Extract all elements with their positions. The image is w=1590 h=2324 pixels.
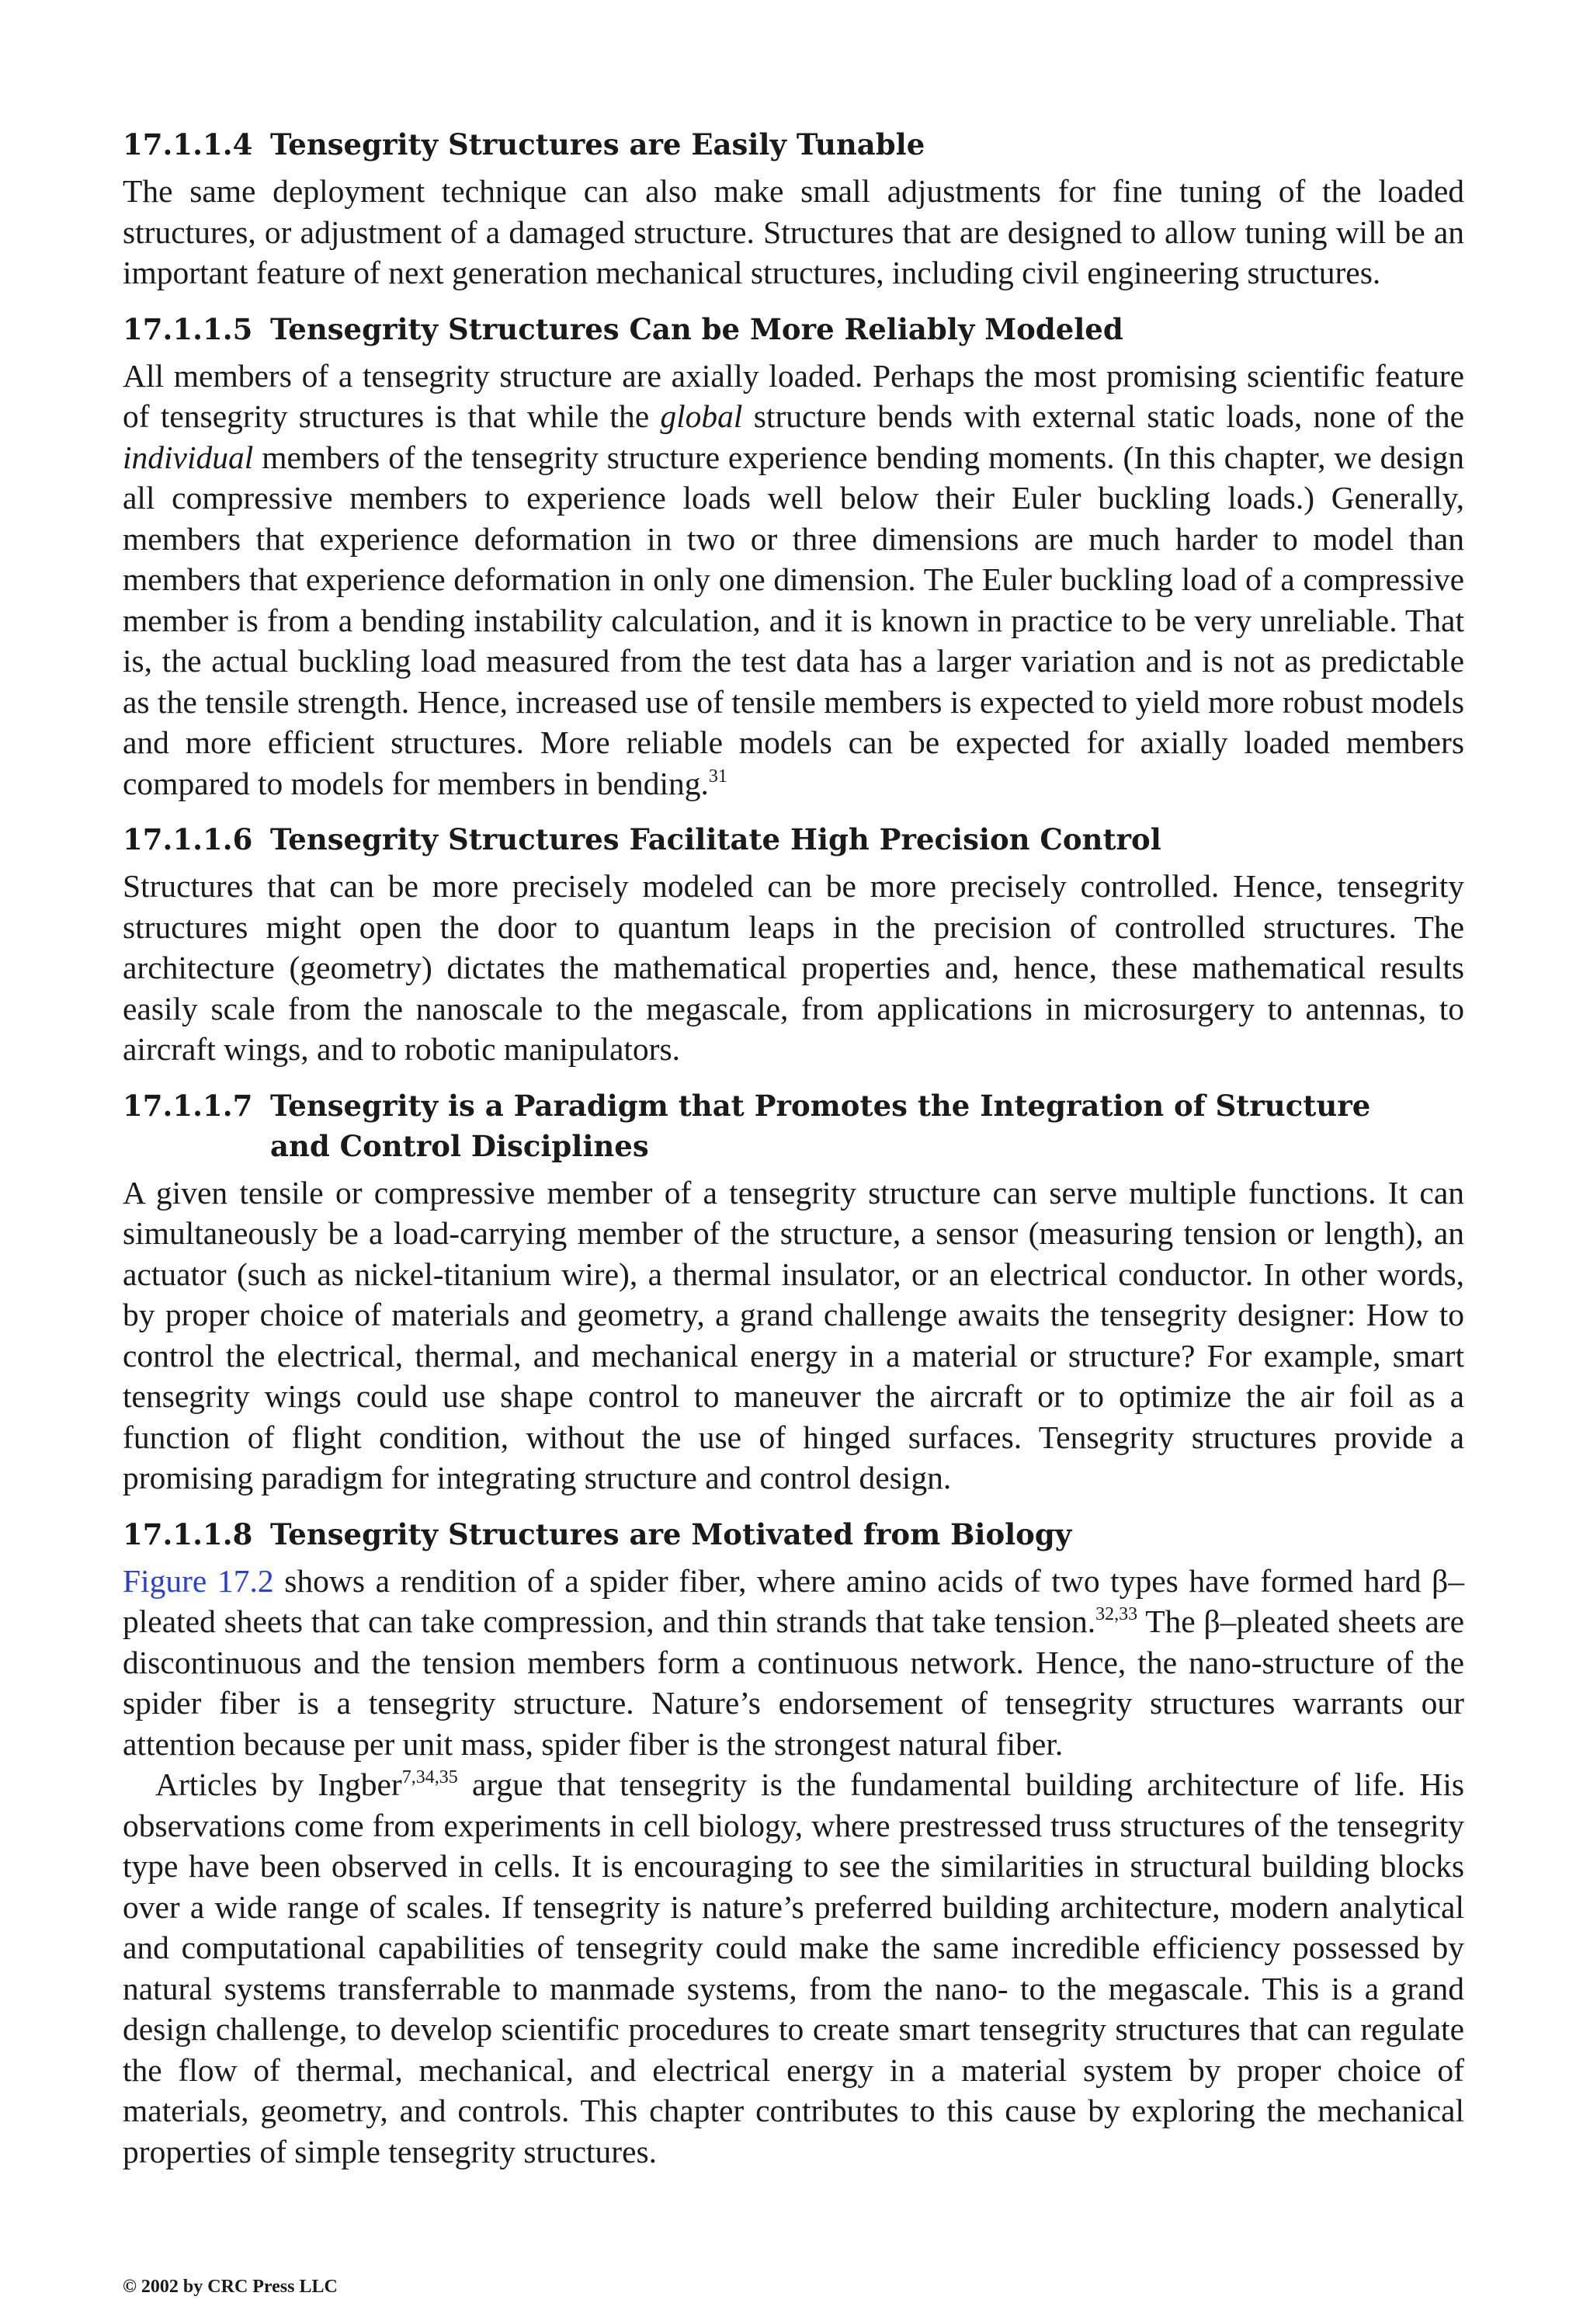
section-17-1-1-5 [123,309,1464,804]
section-17-1-1-4 [123,124,1464,294]
section-heading [123,124,1464,165]
text-run: Articles by Ingber [155,1766,402,1802]
title-line: Tensegrity is a Paradigm that Promotes the Integration of Structure [270,1088,1371,1123]
section-title: Tensegrity Structures Can be More Reliably Modeled [270,311,1123,346]
section-number: 17.1.1.7 [123,1088,253,1123]
paragraph: A given tensile or compressive member of a tensegrity structure can serve multiple functions. It can simultaneously be a load-carrying member of the structure, a sensor (measuring tension or length), an actuator (such as nickel-titanium wire), a thermal insulator, or an electrical conductor. In other words, by proper choice of materials and geometry, a grand challenge awaits the tensegrity designer: How to control the electrical, thermal, and mechanical energy in a material or structure? For example, smart tensegrity wings could use shape control to maneuver the aircraft or to optimize the air foil as a function of flight condition, without the use of hinged surfaces. Tensegrity structures provide a promising paradigm for integrating structure and control design. [123,1174,1464,1495]
section-title: Tensegrity Structures are Motivated from Biology [270,1516,1072,1551]
title-line: and Control Disciplines [270,1128,649,1163]
section-17-1-1-6 [123,819,1464,1070]
section-title: Tensegrity Structures are Easily Tunable [270,127,925,162]
text-run: The β–pleated sheets are discontinuous and the tension members form a continuous network. Hence, the nano-structure of the spider fiber is a tensegrity structure. Nature’s endorsement of tensegrity structures warrants our attention because per unit mass, spider fiber is the strongest natural fiber. [123,1603,1464,1762]
section-heading [123,309,1464,349]
text-run: shows a rendition of a spider fiber, where amino acids of two types have formed hard β–pleated sheets that can take compression, and thin strands that take tension. [123,1562,1465,1639]
figure-link[interactable]: Figure 17.2 [123,1562,274,1599]
section-17-1-1-7 [123,1086,1464,1499]
section-number: 17.1.1.5 [123,311,253,346]
citation-ref: 31 [708,766,727,787]
text-run: members of the tensegrity structure experience bending moments. (In this chapter, we design all compressive members to experience loads well below their Euler buckling loads.) Generally, members that experience deformation in two or three dimensions are much harder to model than members that experience deformation in only one dimension. The Euler buckling load of a compressive member is from a bending instability calculation, and it is known in practice to be very unreliable. That is, the actual buckling load measured from the test data has a larger variation and is not as predictable as the tensile strength. Hence, increased use of tensile members is expected to yield more robust models and more efficient structures. More reliable models can be expected for axially loaded members compared to models for members in bending. [123,439,1464,801]
section-number: 17.1.1.8 [123,1516,253,1551]
emphasis-global: global [660,398,743,434]
section-heading [123,819,1464,860]
page-body [123,124,1464,2172]
citation-ref: 32,33 [1095,1604,1138,1624]
paragraph: The same deployment technique can also make small adjustments for fine tuning of the loaded structures, or adjustment of a damaged structure. Structures that are designed to allow tuning will be an important feature of next generation mechanical structures, including civil engineering structures. [123,173,1464,290]
section-number: 17.1.1.4 [123,127,253,162]
section-17-1-1-8 [123,1514,1464,2173]
text-run: argue that tensegrity is the fundamental building architecture of life. His observations come from experiments in cell biology, where prestressed truss structures of the tensegrity type have been observed in cells. It is encouraging to see the similarities in structural building blocks over a wide range of scales. If tensegrity is nature’s preferred building architecture, modern analytical and computational capabilities of tensegrity could make the same incredible efficiency possessed by natural systems transferrable to manmade systems, from the nano- to the megascale. This is a grand design challenge, to develop scientific procedures to create smart tensegrity structures that can regulate the flow of thermal, mechanical, and electrical energy in a material system by proper choice of materials, geometry, and controls. This chapter contributes to this cause by exploring the mechanical properties of simple tensegrity structures. [123,1766,1464,2169]
paragraph [123,1764,1464,2172]
section-heading [123,1086,1464,1166]
citation-ref: 7,34,35 [401,1767,458,1787]
paragraph: Structures that can be more precisely modeled can be more precisely controlled. Hence, tensegrity structures might open the door to quantum leaps in the precision of controlled structures. The architecture (geometry) dictates the mathematical properties and, hence, these mathematical results easily scale from the nanoscale to the megascale, from applications in microsurgery to antennas, to aircraft wings, and to robotic manipulators. [123,868,1464,1067]
section-title [270,1086,1464,1166]
text-run: All members of a tensegrity structure are axially loaded. Perhaps the most promising scientific feature of tensegrity structures is that while the [123,357,1464,434]
section-number: 17.1.1.6 [123,822,253,856]
section-heading [123,1514,1464,1555]
text-run: structure bends with external static loads, none of the [742,398,1465,434]
section-title: Tensegrity Structures Facilitate High Precision Control [270,822,1161,856]
paragraph [123,1561,1464,1765]
emphasis-individual: individual [123,439,254,475]
copyright-footer: © 2002 by CRC Press LLC [123,2277,338,2297]
paragraph [123,356,1464,804]
